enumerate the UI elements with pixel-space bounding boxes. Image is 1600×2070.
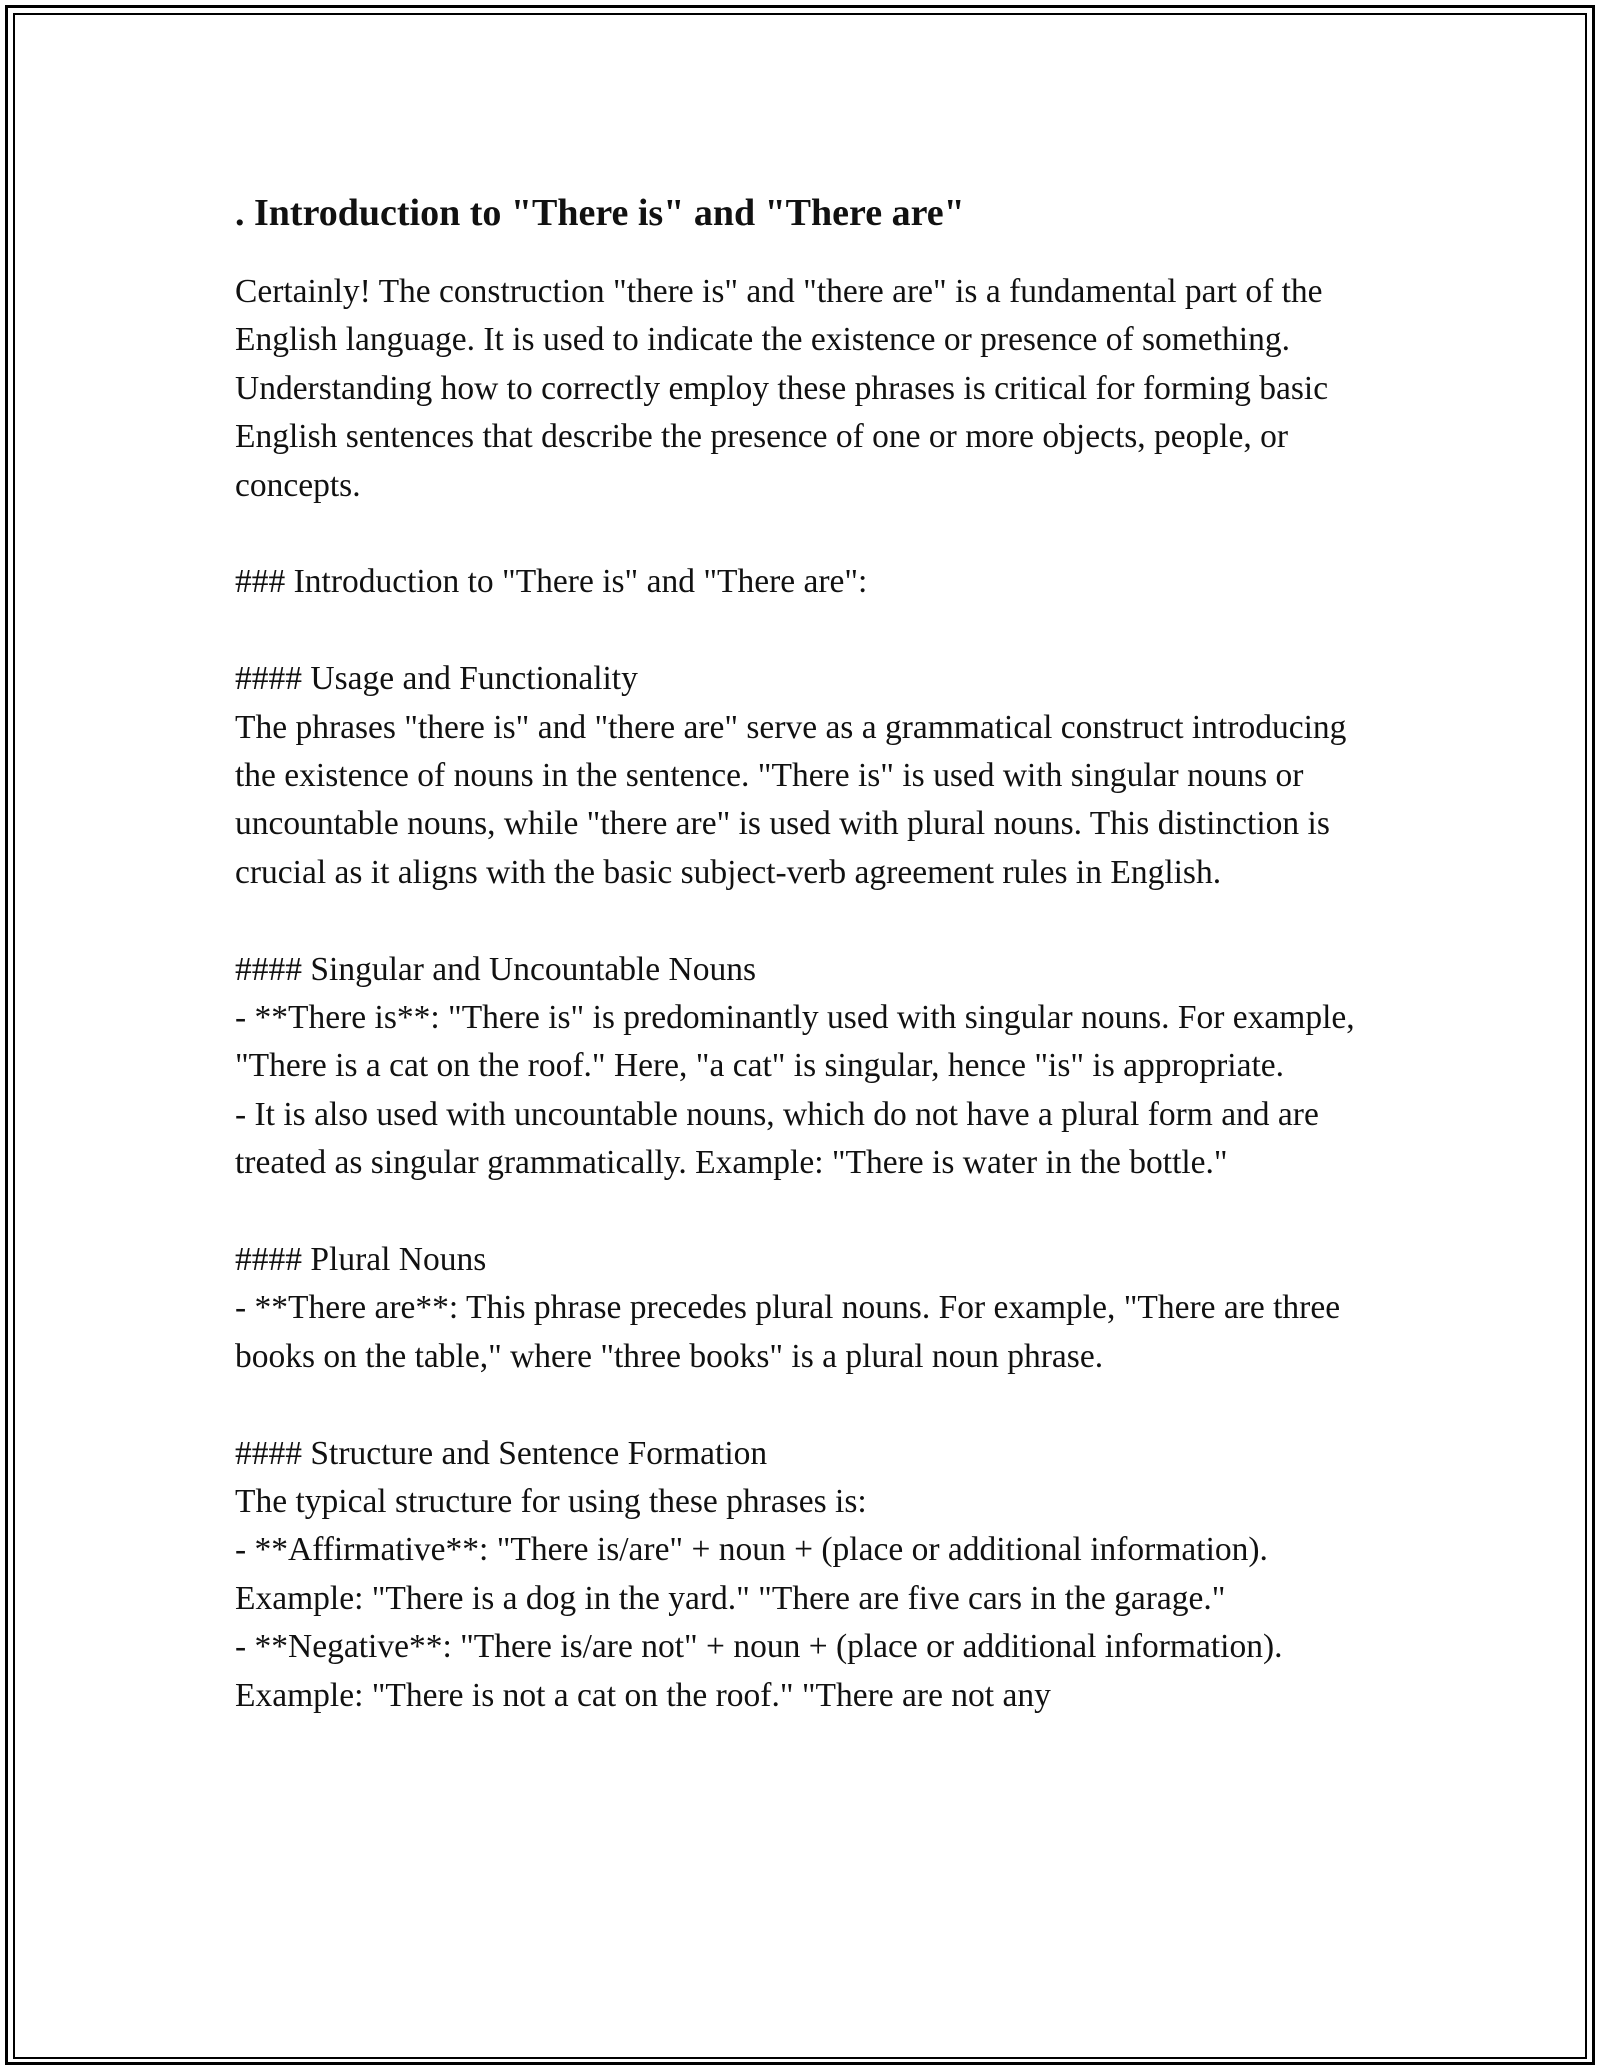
section-heading-singular: #### Singular and Uncountable Nouns	[235, 950, 757, 988]
document-body	[235, 188, 1380, 1720]
spacer	[235, 510, 1380, 558]
spacer	[235, 897, 1380, 945]
usage-paragraph: The phrases "there is" and "there are" serve as a grammatical construct introducing the existence of nouns in the sentence. "There is" is used with singular nouns or uncountable nouns, while "there are" is used with plural nouns. This distinction is crucial as it aligns with the basic subject-verb agreement rules in English.	[235, 708, 1355, 891]
spacer	[235, 607, 1380, 655]
spacer	[235, 1381, 1380, 1429]
section-heading-usage: #### Usage and Functionality	[235, 660, 638, 698]
plural-bullet-1: - **There are**: This phrase precedes plural nouns. For example, "There are three books on the table," where "three books" is a plural noun phrase.	[235, 1289, 1349, 1375]
section-heading-plural: #### Plural Nouns	[235, 1241, 487, 1279]
singular-bullet-1: - **There is**: "There is" is predominantly used with singular nouns. For example, "There is a cat on the roof." Here, "a cat" is singular, hence "is" is appropriate.	[235, 999, 1363, 1085]
section-heading-introduction: ### Introduction to "There is" and "There are":	[235, 563, 868, 601]
section-heading-structure: #### Structure and Sentence Formation	[235, 1434, 768, 1472]
document-title: . Introduction to "There is" and "There are"	[235, 192, 965, 234]
intro-paragraph: Certainly! The construction "there is" and "there are" is a fundamental part of the English language. It is used to indicate the existence or presence of something. Understanding how to correctly employ these phrases is critical for forming basic English sentences that describe the presence of one or more objects, people, or concepts.	[235, 273, 1337, 504]
structure-intro-line: The typical structure for using these phrases is:	[235, 1483, 867, 1521]
spacer	[235, 1188, 1380, 1236]
singular-bullet-2: - It is also used with uncountable nouns, which do not have a plural form and are treated as singular grammatically. Example: "There is water in the bottle."	[235, 1095, 1328, 1182]
structure-negative-bullet: - **Negative**: "There is/are not" + noun + (place or additional information). Example: "There is not a cat on the roof." "There are not any	[235, 1628, 1291, 1714]
structure-affirmative-bullet: - **Affirmative**: "There is/are" + noun + (place or additional information). Example: "There is a dog in the yard." "There are five cars in the garage."	[235, 1531, 1277, 1617]
